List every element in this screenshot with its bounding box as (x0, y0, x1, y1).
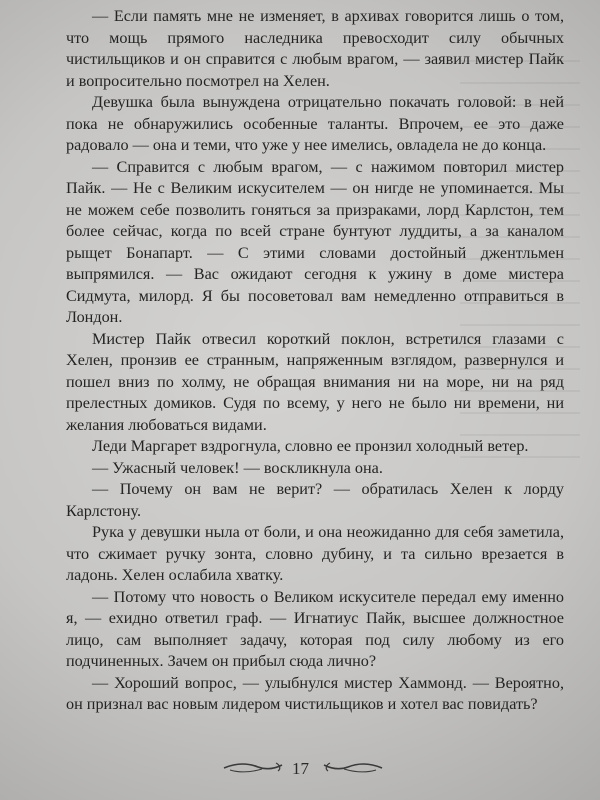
paragraph-3: — Справится с любым врагом, — с нажимом повторил мистер Пайк. — Не с Великим искусителем — он нигде не упоминается. Мы не можем себе позволить гоняться за призраками, лорд Карлстон, тем более сейчас, когда по всей стране бунтуют луддиты, а за каналом рыщет Бонапарт. — С этими словами достойный джентльмен выпрямился. — Вас ожидают сегодня к ужину в доме мистера Сидмута, милорд. Я бы посоветовал вам немедленно отправиться в Лондон. (66, 157, 564, 326)
paragraph-2: Девушка была вынуждена отрицательно покачать головой: в ней пока не обнаружились особенные таланты. Впрочем, ее это даже радовало — она и теми, что уже у нее имелись, овладела не до конца. (66, 93, 564, 154)
body-text (66, 6, 564, 716)
right-flourish-ornament (322, 757, 384, 779)
paragraph-5: Леди Маргарет вздрогнула, словно ее пронзил холодный ветер. (92, 437, 529, 455)
paragraph-4: Мистер Пайк отвесил короткий поклон, встретился глазами с Хелен, пронзив ее странным, напряженным взглядом, развернулся и пошел вниз по холму, не обращая внимания ни на море, ни на ряд прелестных домиков. Судя по всему, у него не было ни времени, ни желания любоваться видами. (66, 329, 564, 434)
paragraph-7: — Почему он вам не верит? — обратилась Хелен к лорду Карлстону. (66, 480, 564, 520)
page-number: 17 (292, 759, 309, 778)
paragraph-9: — Потому что новость о Великом искусителе передал ему именно я, — ехидно ответил граф. — Игнатиус Пайк, высшее должностное лицо, сам выполняет задачу, которая под силу любому из его подчиненных. Зачем он прибыл сюда лично? (66, 587, 564, 670)
paragraph-8: Рука у девушки ныла от боли, и она неожиданно для себя заметила, что сжимает ручку зонта, словно дубину, и та сильно врезается в ладонь. Хелен ослабила хватку. (66, 523, 564, 584)
page-footer (0, 755, 600, 785)
left-flourish-ornament (222, 757, 284, 779)
paragraph-1: — Если память мне не изменяет, в архивах говорится лишь о том, что мощь прямого наследника превосходит силу обычных чистильщиков и он справится с любым врагом, — заявил мистер Пайк и вопросительно посмотрел на Хелен. (66, 7, 564, 90)
paragraph-10: — Хороший вопрос, — улыбнулся мистер Хаммонд. — Вероятно, он признал вас новым лидером чистильщиков и хотел вас повидать? (66, 673, 564, 713)
paragraph-6: — Ужасный человек! — воскликнула она. (92, 458, 383, 477)
